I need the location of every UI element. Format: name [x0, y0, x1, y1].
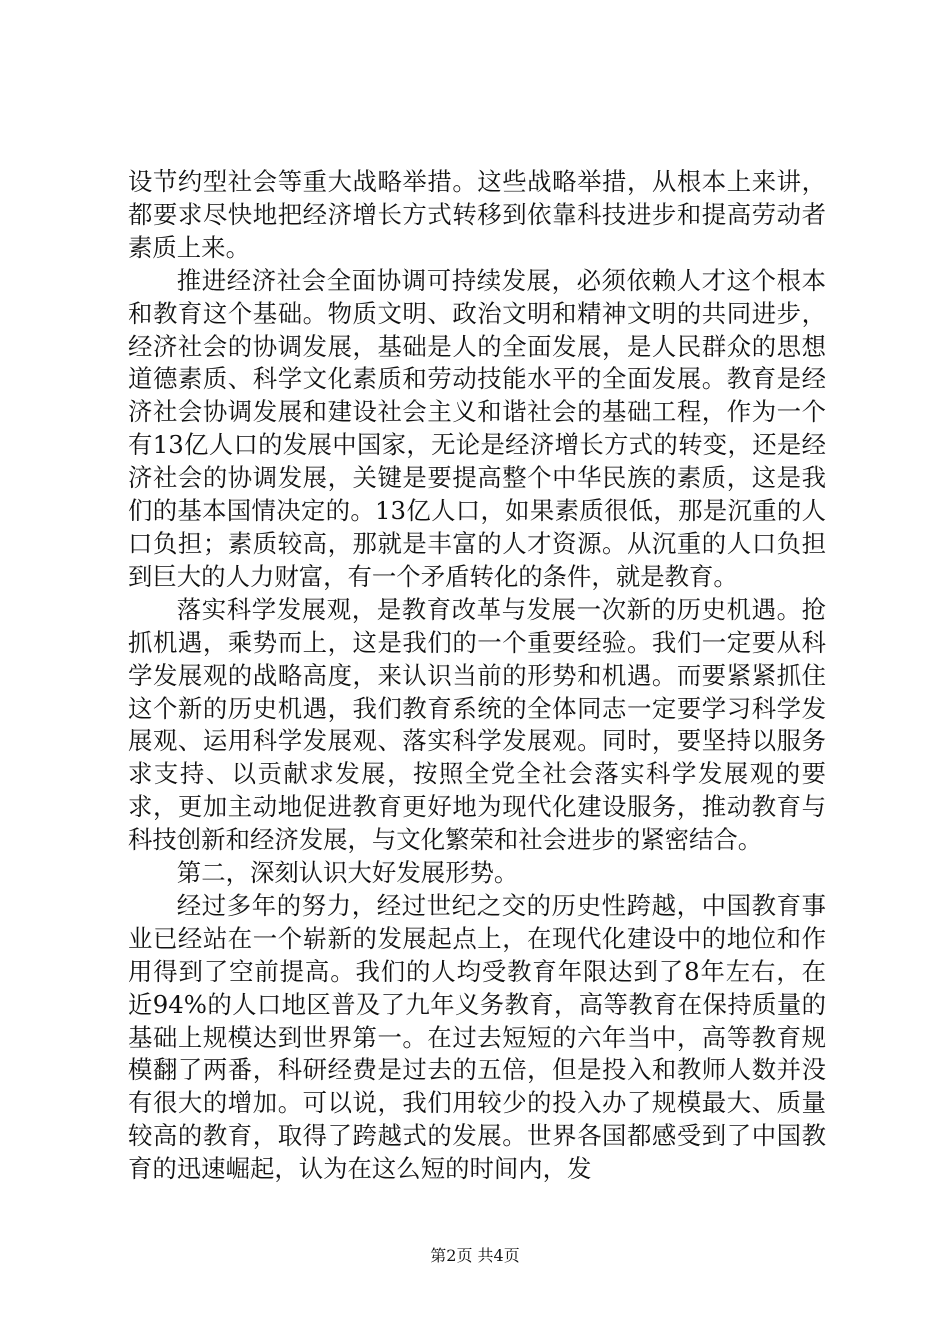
paragraph-3: 落实科学发展观，是教育改革与发展一次新的历史机遇。抢抓机遇，乘势而上，这是我们的一个重要经验。我们一定要从科学发展观的战略高度，来认识当前的形势和机遇。而要紧紧抓住这个新的历史机遇，我们教育系统的全体同志一定要学习科学发展观、运用科学发展观、落实科学发展观。同时，要坚持以服务求支持、以贡献求发展，按照全党全社会落实科学发展观的要求，更加主动地促进教育更好地为现代化建设服务，推动教育与科技创新和经济发展，与文化繁荣和社会进步的紧密结合。 [128, 594, 826, 855]
paragraph-5: 经过多年的努力，经过世纪之交的历史性跨越，中国教育事业已经站在一个崭新的发展起点上，在现代化建设中的地位和作用得到了空前提高。我们的人均受教育年限达到了8年左右，在近94%的人口地区普及了九年义务教育，高等教育在保持质量的基础上规模达到世界第一。在过去短短的六年当中，高等教育规模翻了两番，科研经费是过去的五倍，但是投入和教师人数并没有很大的增加。可以说，我们用较少的投入办了规模最大、质量较高的教育，取得了跨越式的发展。世界各国都感受到了中国教育的迅速崛起，认为在这么短的时间内，发 [128, 890, 826, 1184]
page-footer: 第2页 共4页 [430, 1246, 520, 1265]
paragraph-4-heading: 第二，深刻认识大好发展形势。 [176, 858, 519, 888]
body-text [128, 166, 826, 1186]
paragraph-1: 设节约型社会等重大战略举措。这些战略举措，从根本上来讲，都要求尽快地把经济增长方式转移到依靠科技进步和提高劳动者素质上来。 [128, 167, 826, 262]
paragraph-2: 推进经济社会全面协调可持续发展，必须依赖人才这个根本和教育这个基础。物质文明、政治文明和精神文明的共同进步，经济社会的协调发展，基础是人的全面发展，是人民群众的思想道德素质、科学文化素质和劳动技能水平的全面发展。教育是经济社会协调发展和建设社会主义和谐社会的基础工程，作为一个有13亿人口的发展中国家，无论是经济增长方式的转变，还是经济社会的协调发展，关键是要提高整个中华民族的素质，这是我们的基本国情决定的。13亿人口，如果素质很低，那是沉重的人口负担；素质较高，那就是丰富的人才资源。从沉重的人口负担到巨大的人力财富，有一个矛盾转化的条件，就是教育。 [128, 265, 826, 591]
